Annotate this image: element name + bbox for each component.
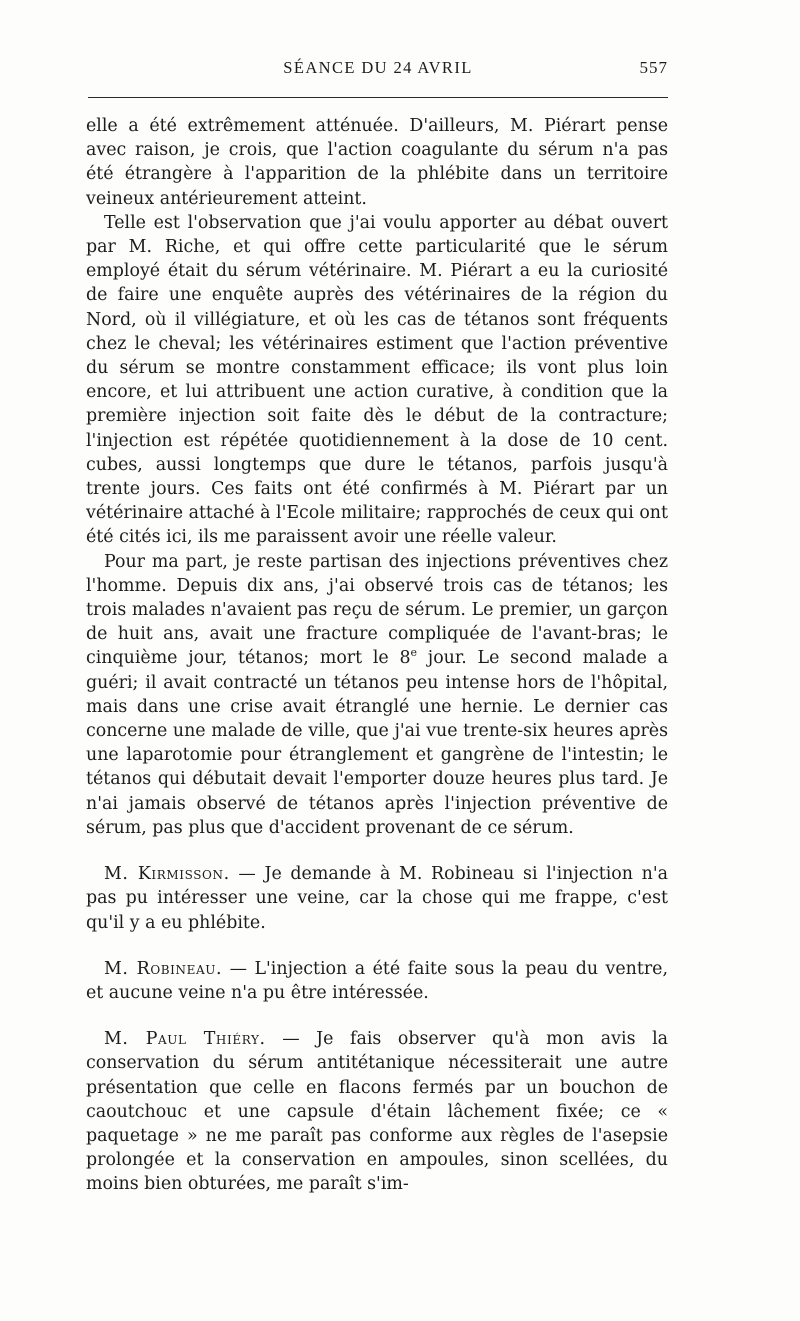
paragraph-3-superscript: e [410, 646, 418, 660]
speaker-thiery: M. Paul Thiéry. [104, 1029, 266, 1050]
body-text [86, 114, 668, 1197]
header-rule [88, 97, 668, 98]
running-head [88, 58, 668, 86]
paragraph-1 [86, 114, 668, 211]
speaker-robineau: M. Robineau. [104, 958, 223, 979]
intervention-thiery-text: — Je fais observer qu'à mon avis la conservation du sérum antitétanique nécessiterait une autre présentation que celle en flacons fermés par un bouchon de caoutchouc et une capsule d'étain lâchement fixée; ce « paquetage » ne me paraît pas conforme aux règles de l'asepsie prolongée et la conservation en ampoules, sinon scellées, du moins bien obturées, me paraît s'im- [86, 1029, 668, 1195]
running-title: SÉANCE DU 24 AVRIL [283, 58, 473, 77]
paragraph-3 [86, 550, 668, 840]
paragraph-3-text-a: Pour ma part, je reste partisan des injections préventives chez l'homme. Depuis dix ans, j'ai observé trois cas de tétanos; les trois malades n'avaient pas reçu de sérum. Le premier, un garçon de huit ans, avait une fracture compliquée de l'avant-bras; le cinquième jour, tétanos; mort le 8 [86, 551, 668, 669]
intervention-kirmisson [86, 862, 668, 935]
intervention-robineau [86, 957, 668, 1005]
speaker-kirmisson: M. Kirmisson. [104, 864, 230, 885]
paragraph-2-text: Telle est l'observation que j'ai voulu apporter au débat ouvert par M. Riche, et qui offre cette particularité que le sérum employé était du sérum vétérinaire. M. Piérart a eu la curiosité de faire une enquête auprès des vétérinaires de la région du Nord, où il villégiature, et où les cas de tétanos sont fréquents chez le cheval; les vétérinaires estiment que l'action préventive du sérum se montre constamment efficace; ils vont plus loin encore, et lui attribuent une action curative, à condition que la première injection soit faite dès le début de la contracture; l'injection est répétée quotidiennement à la dose de 10 cent. cubes, aussi longtemps que dure le tétanos, parfois jusqu'à trente jours. Ces faits ont été confirmés à M. Piérart par un vétérinaire attaché à l'Ecole militaire; rapprochés de ceux qui ont été cités ici, ils me paraissent avoir une réelle valeur. [86, 212, 668, 548]
paragraph-1-text: elle a été extrêmement atténuée. D'ailleurs, M. Piérart pense avec raison, je crois, que l'action coagulante du sérum n'a pas été étrangère à l'apparition de la phlébite dans un territoire veineux antérieurement atteint. [86, 116, 668, 209]
intervention-robineau-text: — L'injection a été faite sous la peau du ventre, et aucune veine n'a pu être intéressée. [86, 958, 668, 1003]
intervention-kirmisson-text: — Je demande à M. Robineau si l'injection n'a pas pu intéresser une veine, car la chose qui me frappe, c'est qu'il y a eu phlébite. [86, 864, 669, 933]
paragraph-3-text-b: jour. Le second malade a guéri; il avait contracté un tétanos peu intense hors de l'hôpital, mais dans une crise avait étranglé une hernie. Le dernier cas concerne une malade de ville, que j'ai vue trente-six heures après une laparotomie pour étranglement et gangrène de l'intestin; le tétanos qui débutait devait l'emporter douze heures plus tard. Je n'ai jamais observé de tétanos après l'injection préventive de sérum, pas plus que d'accident provenant de ce sérum. [86, 648, 669, 838]
paragraph-2 [86, 211, 668, 550]
page-number: 557 [639, 58, 668, 77]
intervention-thiery [86, 1027, 668, 1196]
